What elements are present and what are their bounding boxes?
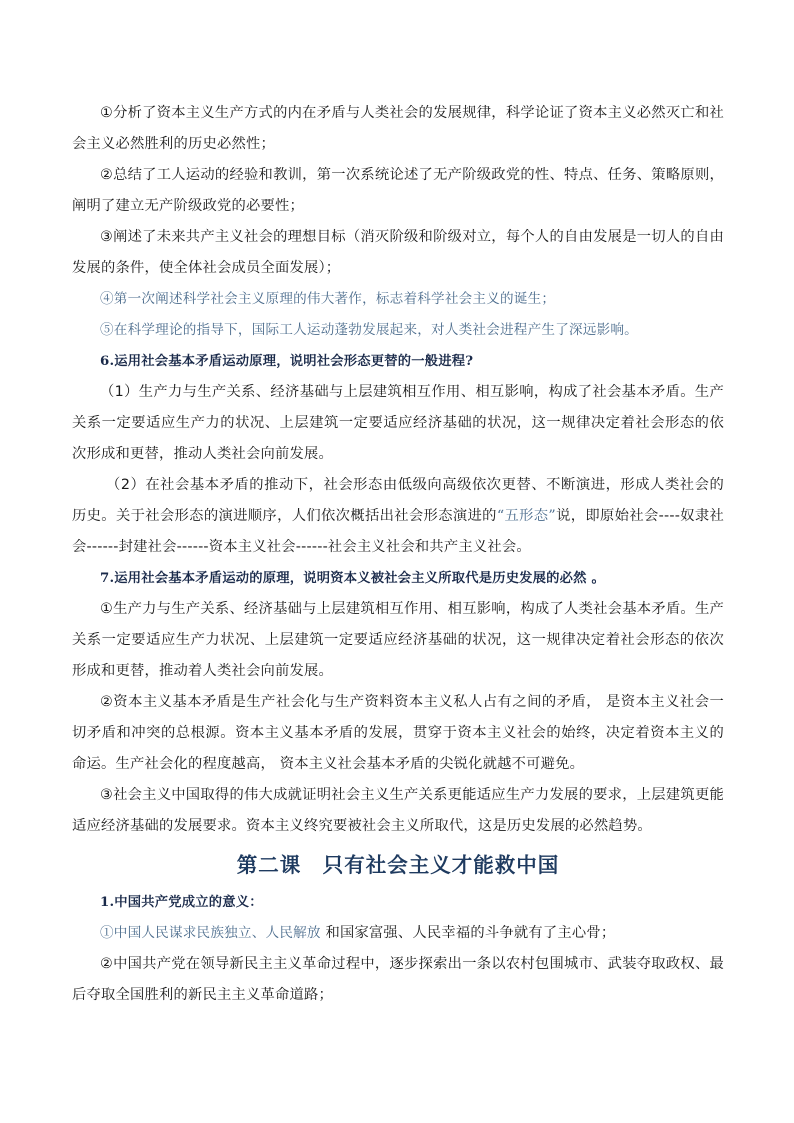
- question-7-item-1: ①生产力与生产关系、经济基础与上层建筑相互作用、相互影响，构成了人类社会基本矛盾。生产关系一定要适应生产力状况、上层建筑一定要适应经济基础的状况，这一规律决定着社会形态的依次形成和更替，推动着人类社会向前发展。: [72, 601, 724, 679]
- lesson-2-question-1-heading: 1.中国共产党成立的意义：: [100, 895, 263, 910]
- question-7-item-3: ③社会主义中国取得的伟大成就证明社会主义生产关系更能适应生产力发展的要求，上层建筑更能适应经济基础的发展要求。资本主义终究要被社会主义所取代，这是历史发展的必然趋势。: [72, 787, 724, 834]
- question-6-paragraph-1: （1）生产力与生产关系、经济基础与上层建筑相互作用、相互影响，构成了社会基本矛盾。生产关系一定要适应生产力的状况、上层建筑一定要适应经济基础的状况，这一规律决定着社会形态的依次形成和更替，推动人类社会向前发展。: [72, 384, 724, 462]
- paragraph-item-3: ③阐述了未来共产主义社会的理想目标（消灭阶级和阶级对立，每个人的自由发展是一切人的自由发展的条件，使全体社会成员全面发展）；: [72, 229, 724, 276]
- five-forms-quote: “五形态”: [496, 508, 556, 524]
- lesson-2-item-2: ②中国共产党在领导新民主主义革命过程中，逐步探索出一条以农村包围城市、武装夺取政权、最后夺取全国胜利的新民主主义革命道路；: [72, 956, 724, 1003]
- lesson-2-item-1-rest: 和国家富强、人民幸福的斗争就有了主心骨；: [320, 925, 616, 941]
- lesson-2-item-1-highlight: ①中国人民谋求民族独立、人民解放: [100, 925, 321, 941]
- question-6-heading: 6.运用社会基本矛盾运动原理，说明社会形态更替的一般进程?: [100, 354, 474, 369]
- document-body: [72, 98, 724, 1011]
- question-7-item-2: ②资本主义基本矛盾是生产社会化与生产资料资本主义私人占有之间的矛盾， 是资本主义社会一切矛盾和冲突的总根源。资本主义基本矛盾的发展，贯穿于资本主义社会的始终，决定着资本主义的命运。生产社会化的程度越高， 资本主义社会基本矛盾的尖锐化就越不可避免。: [72, 694, 724, 772]
- paragraph-item-5: ⑤在科学理论的指导下，国际工人运动蓬勃发展起来，对人类社会进程产生了深远影响。: [100, 322, 638, 338]
- paragraph-item-2: ②总结了工人运动的经验和教训，第一次系统论述了无产阶级政党的性、特点、任务、策略原则，阐明了建立无产阶级政党的必要性；: [72, 167, 724, 214]
- lesson-2-item-1: [72, 918, 724, 949]
- question-7-heading: 7.运用社会基本矛盾运动的原理，说明资本义被社会主义所取代是历史发展的必然 。: [100, 571, 605, 586]
- paragraph-item-1: ①分析了资本主义生产方式的内在矛盾与人类社会的发展规律，科学论证了资本主义必然灭亡和社会主义必然胜利的历史必然性；: [72, 105, 724, 152]
- paragraph-item-4: ④第一次阐述科学社会主义原理的伟大著作，标志着科学社会主义的诞生；: [100, 291, 556, 307]
- question-6-paragraph-2-part-a: （2）在社会基本矛盾的推动下，社会形态由低级向高级依次更替、不断演进，形成人类社会的历史。关于社会形态的演进顺序，人们依次概括出社会形态演进的: [72, 477, 724, 524]
- lesson-2-title: 第二课 只有社会主义才能救中国: [236, 853, 560, 877]
- question-6-paragraph-2: [72, 470, 724, 563]
- question-6-paragraph-2-part-b: 说，即原始社会----奴隶社会------封建社会------资本主义社会------社会主义社会和共产主义社会。: [72, 508, 725, 555]
